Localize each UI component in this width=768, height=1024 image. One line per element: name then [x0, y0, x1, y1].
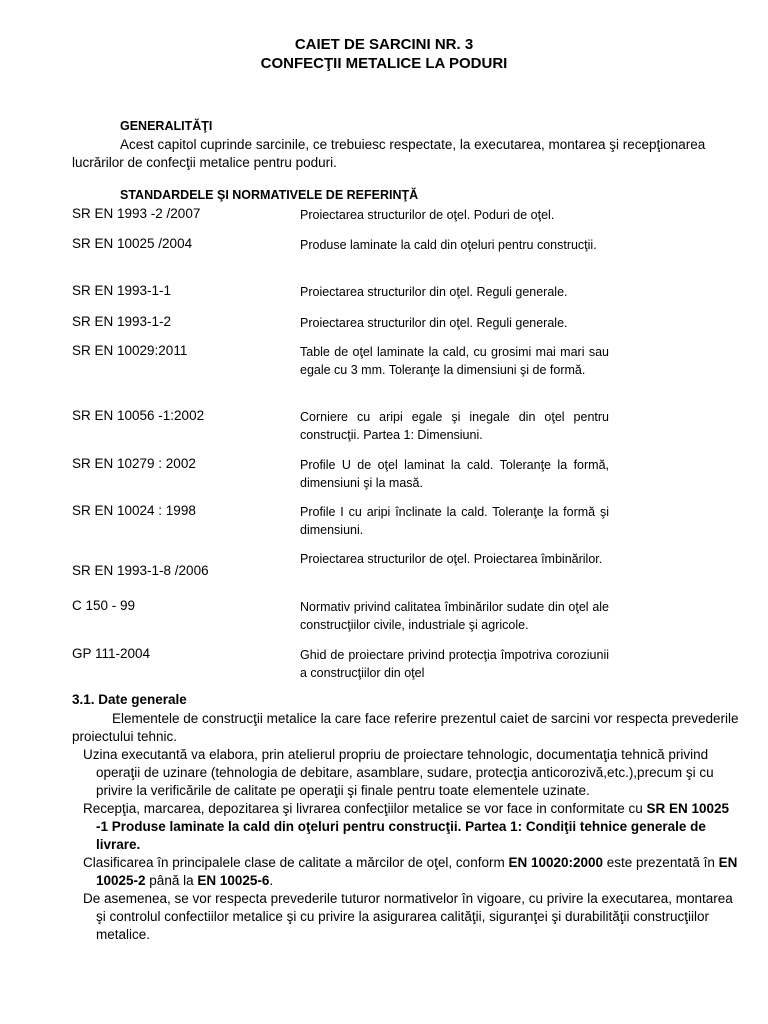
paragraph-3-bold: SR EN 10025 -1 Produse laminate la cald din oţeluri pentru construcţii. Partea 1: Condiţii tehnice generale de livrare. [96, 801, 730, 852]
generalitati-line-1: Acest capitol cuprinde sarcinile, ce trebuiesc respectate, la executarea, montarea şi recepţionarea [120, 137, 706, 152]
paragraph-2: Uzina executantă va elabora, prin atelierul propriu de proiectare tehnologic, documentaţia tehnică privind operaţii de uzinare (tehnologia de debitare, asamblare, sudare, protecţia anticorozivă,etc.),precum şi cu privire la verificările de calitate pe operaţii şi finale pentru toate elementele uzinate. [83, 747, 714, 798]
standard-description: Proiectarea structurilor din oţel. Reguli generale. [300, 316, 568, 330]
paragraph-4-bold-c: EN 10025-6 [197, 873, 270, 888]
paragraph-4-text-a: Clasificarea în principalele clase de calitate a mărcilor de oţel, conform [83, 855, 509, 870]
standard-description: Corniere cu aripi egale şi inegale din oţel pentru construcţii. Partea 1: Dimensiuni. [300, 410, 609, 442]
standard-code: SR EN 10029:2011 [72, 343, 188, 358]
standard-code: SR EN 1993-1-1 [72, 283, 172, 298]
section-body [72, 710, 742, 944]
paragraph-4-bold-a: EN 10020:2000 [508, 855, 604, 870]
paragraph-4-bold-b: EN 10025-2 [96, 855, 738, 888]
paragraph-4-text-c: până la [145, 873, 198, 888]
document-subtitle: CONFECŢII METALICE LA PODURI [260, 55, 508, 72]
generalitati-heading: GENERALITĂŢI [120, 119, 213, 133]
standard-description: Profile U de oţel laminat la cald. Toleranţe la formă, dimensiuni şi la masă. [300, 458, 609, 490]
paragraph-4-text-d: . [269, 873, 274, 888]
standard-description: Normativ privind calitatea îmbinărilor sudate din oţel ale construcţiilor civile, industriale şi agricole. [300, 600, 609, 632]
standard-description: Proiectarea structurilor din oţel. Reguli generale. [300, 285, 568, 299]
standard-description: Ghid de proiectare privind protecţia împotriva coroziunii a construcţiilor din oţel [300, 648, 609, 680]
standard-description: Produse laminate la cald din oţeluri pentru construcţii. [300, 238, 597, 252]
paragraph-5: De asemenea, se vor respecta prevederile tuturor normativelor în vigoare, cu privire la executarea, montarea şi controlul confectiilor metalice şi cu privire la asigurarea calităţii, siguranţei şi durabilităţii construcţiilor metalice. [83, 891, 733, 942]
standards-heading: STANDARDELE ŞI NORMATIVELE DE REFERINŢĂ [120, 188, 419, 202]
paragraph-4 [72, 854, 742, 890]
standard-code: GP 111-2004 [72, 646, 151, 661]
standard-code: SR EN 10025 /2004 [72, 236, 193, 251]
standard-code: C 150 - 99 [72, 598, 136, 613]
standard-description: Proiectarea structurilor de oţel. Poduri de oţel. [300, 208, 555, 222]
paragraph-4-text-b: este prezentată în [603, 855, 719, 870]
standard-code: SR EN 10024 : 1998 [72, 503, 196, 518]
standard-code: SR EN 1993 -2 /2007 [72, 206, 201, 221]
standard-code: SR EN 1993-1-8 /2006 [72, 563, 209, 578]
paragraph-3-text: Recepţia, marcarea, depozitarea şi livrarea confecţiilor metalice se vor face in conformitate cu [83, 801, 647, 816]
paragraph-1: Elementele de construcţii metalice la care face referire prezentul caiet de sarcini vor respecta prevederile proiectului tehnic. [72, 711, 739, 744]
standard-description: Table de oţel laminate la cald, cu grosimi mai mari sau egale cu 3 mm. Toleranţe la dimensiuni şi de formă. [300, 345, 609, 377]
section-heading: 3.1. Date generale [72, 692, 187, 707]
standard-code: SR EN 1993-1-2 [72, 314, 172, 329]
standard-code: SR EN 10056 -1:2002 [72, 408, 205, 423]
standard-code: SR EN 10279 : 2002 [72, 456, 196, 471]
standard-description: Proiectarea structurilor de oţel. Proiectarea îmbinărilor. [300, 552, 603, 566]
document-title: CAIET DE SARCINI NR. 3 [294, 36, 474, 53]
generalitati-line-2: lucrărilor de confecţii metalice pentru poduri. [72, 155, 337, 170]
standard-description: Profile I cu aripi înclinate la cald. Toleranţe la formă şi dimensiuni. [300, 505, 609, 537]
paragraph-3 [72, 800, 742, 854]
